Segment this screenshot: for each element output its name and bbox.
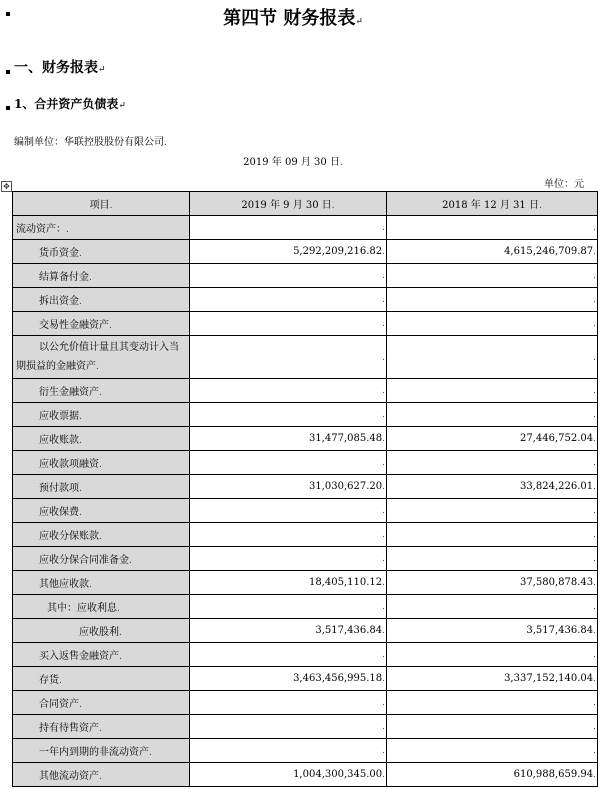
- cell-mark: .: [382, 352, 385, 363]
- cell-mark: .: [99, 532, 102, 542]
- value-2018: 27,446,752.04.: [387, 427, 598, 451]
- cell-mark: .: [382, 506, 385, 516]
- column-header-2018: 2018 年 12 月 31 日.: [387, 192, 598, 216]
- value-2018: [387, 403, 598, 427]
- cell-mark: .: [99, 724, 102, 734]
- row-label: 其他应收款.: [13, 571, 190, 595]
- table-row: [13, 379, 598, 403]
- cell-mark: .: [382, 674, 385, 684]
- paragraph-marker: [6, 106, 10, 110]
- value-2019: [190, 451, 387, 475]
- table-move-handle-icon[interactable]: ✥: [1, 181, 12, 192]
- cell-mark: .: [382, 746, 385, 756]
- value-2019: [190, 523, 387, 547]
- row-label: 存货.: [13, 667, 190, 691]
- paragraph-mark: ↵: [118, 101, 126, 111]
- value-2018: [387, 739, 598, 763]
- cell-mark: .: [593, 319, 596, 329]
- value-2019: [190, 336, 387, 379]
- paragraph-mark: ↵: [355, 17, 363, 27]
- value-2018: [387, 547, 598, 571]
- cell-mark: .: [149, 748, 152, 758]
- row-label: 合同资产.: [13, 691, 190, 715]
- row-label: 拆出资金.: [13, 288, 190, 312]
- cell-mark: .: [382, 626, 385, 636]
- column-header-2019: 2019 年 9 月 30 日.: [190, 192, 387, 216]
- value-2019: [190, 715, 387, 739]
- cell-mark: .: [593, 506, 596, 516]
- row-label: 结算备付金.: [13, 264, 190, 288]
- cell-mark: .: [382, 410, 385, 420]
- cell-mark: .: [119, 628, 122, 638]
- cell-mark: .: [593, 746, 596, 756]
- value-2019: [190, 288, 387, 312]
- row-label: 衍生金融资产.: [13, 379, 190, 403]
- value-2019: [190, 547, 387, 571]
- cell-mark: .: [89, 580, 92, 590]
- cell-mark: .: [382, 602, 385, 612]
- paragraph-mark: ↵: [98, 65, 106, 75]
- table-row: [13, 403, 598, 427]
- cell-mark: .: [99, 772, 102, 782]
- table-row: [13, 427, 598, 451]
- value-2019: 1,004,300,345.00.: [190, 763, 387, 787]
- cell-mark: .: [593, 386, 596, 396]
- value-2018: 4,615,246,709.87.: [387, 240, 598, 264]
- table-row: [13, 336, 598, 379]
- company-line: 编制单位：华联控股股份有限公司.: [14, 137, 167, 148]
- balance-sheet-table: [12, 191, 598, 787]
- row-label: 一年内到期的非流动资产.: [13, 739, 190, 763]
- table-row: [13, 264, 598, 288]
- table-row: [13, 595, 598, 619]
- table-row: [13, 312, 598, 336]
- row-label: 应收股利.: [13, 619, 190, 643]
- table-row: [13, 475, 598, 499]
- cell-mark: .: [382, 770, 385, 780]
- value-2018: 3,337,152,140.04.: [387, 667, 598, 691]
- table-row: [13, 763, 598, 787]
- cell-mark: .: [79, 412, 82, 422]
- cell-mark: .: [382, 554, 385, 564]
- cell-mark: .: [119, 652, 122, 662]
- value-2018: [387, 523, 598, 547]
- value-2018: [387, 715, 598, 739]
- cell-mark: .: [593, 626, 596, 636]
- table-row: [13, 288, 598, 312]
- table-row: [13, 643, 598, 667]
- cell-mark: .: [382, 722, 385, 732]
- cell-mark: .: [593, 223, 596, 233]
- value-2018: [387, 691, 598, 715]
- cell-mark: .: [593, 271, 596, 281]
- row-label: 应收保费.: [13, 499, 190, 523]
- table-row: [13, 739, 598, 763]
- value-2018: [387, 312, 598, 336]
- column-header-item: 项目.: [13, 192, 190, 216]
- value-2018: 610,988,659.94.: [387, 763, 598, 787]
- cell-mark: .: [79, 297, 82, 307]
- cell-mark: .: [593, 578, 596, 588]
- cell-mark: .: [593, 295, 596, 305]
- cell-mark: .: [593, 554, 596, 564]
- value-2018: [387, 451, 598, 475]
- cell-mark: .: [382, 319, 385, 329]
- cell-mark: .: [99, 388, 102, 398]
- value-2019: 3,517,436.84.: [190, 619, 387, 643]
- cell-mark: .: [164, 138, 167, 148]
- cell-mark: .: [382, 482, 385, 492]
- cell-mark: .: [382, 295, 385, 305]
- cell-mark: .: [593, 352, 596, 363]
- table-header-row: [13, 192, 598, 216]
- value-2019: 18,405,110.12.: [190, 571, 387, 595]
- cell-mark: .: [66, 225, 69, 235]
- cell-mark: .: [382, 578, 385, 588]
- table-row: [13, 240, 598, 264]
- cell-mark: .: [79, 249, 82, 259]
- value-2019: 5,292,209,216.82.: [190, 240, 387, 264]
- cell-mark: .: [593, 650, 596, 660]
- value-2018: [387, 643, 598, 667]
- table-row: [13, 715, 598, 739]
- row-label: 买入返售金融资产.: [13, 643, 190, 667]
- row-label: 应收分保账款.: [13, 523, 190, 547]
- cell-mark: .: [382, 386, 385, 396]
- value-2018: [387, 336, 598, 379]
- page-title: 第四节 财务报表↵: [223, 8, 363, 29]
- row-label: 流动资产：.: [13, 216, 190, 240]
- table-row: [13, 667, 598, 691]
- table-row: [13, 216, 598, 240]
- cell-mark: .: [382, 650, 385, 660]
- report-date: 2019 年 09 月 30 日.: [243, 157, 343, 168]
- value-2019: [190, 403, 387, 427]
- value-2018: [387, 379, 598, 403]
- cell-mark: .: [339, 158, 343, 168]
- value-2018: 33,824,226.01.: [387, 475, 598, 499]
- cell-mark: .: [593, 247, 596, 257]
- row-label: 货币资金.: [13, 240, 190, 264]
- value-2019: [190, 499, 387, 523]
- value-2019: [190, 312, 387, 336]
- value-2019: 31,030,627.20.: [190, 475, 387, 499]
- row-label: 其他流动资产.: [13, 763, 190, 787]
- table-row: [13, 547, 598, 571]
- value-2018: [387, 499, 598, 523]
- cell-mark: .: [593, 602, 596, 612]
- cell-mark: .: [129, 556, 132, 566]
- cell-mark: .: [382, 698, 385, 708]
- cell-mark: .: [382, 530, 385, 540]
- value-2018: 3,517,436.84.: [387, 619, 598, 643]
- section-heading: 一、财务报表↵: [14, 60, 106, 76]
- cell-mark: .: [382, 271, 385, 281]
- table-row: [13, 499, 598, 523]
- row-label: 预付款项.: [13, 475, 190, 499]
- value-2019: [190, 691, 387, 715]
- cell-mark: .: [109, 321, 112, 331]
- value-2019: [190, 379, 387, 403]
- value-2019: [190, 739, 387, 763]
- row-label: 交易性金融资产.: [13, 312, 190, 336]
- cell-mark: .: [593, 722, 596, 732]
- value-2019: 3,463,456,995.18.: [190, 667, 387, 691]
- unit-label: 单位：元: [544, 179, 584, 190]
- row-label: 应收账款.: [13, 427, 190, 451]
- paragraph-marker: [6, 70, 10, 74]
- row-label: 其中：应收利息.: [13, 595, 190, 619]
- cell-mark: .: [593, 458, 596, 468]
- value-2019: 31,477,085.48.: [190, 427, 387, 451]
- cell-mark: .: [593, 674, 596, 684]
- value-2019: [190, 643, 387, 667]
- cell-mark: .: [382, 223, 385, 233]
- cell-mark: .: [593, 410, 596, 420]
- cell-mark: .: [593, 530, 596, 540]
- value-2019: [190, 264, 387, 288]
- row-label: 应收款项融资.: [13, 451, 190, 475]
- subsection-heading: 1、合并资产负债表↵: [14, 97, 126, 111]
- value-2018: [387, 595, 598, 619]
- row-label: 持有待售资产.: [13, 715, 190, 739]
- cell-mark: .: [89, 273, 92, 283]
- table-row: [13, 571, 598, 595]
- table-row: [13, 451, 598, 475]
- value-2018: [387, 288, 598, 312]
- row-label: 应收票据.: [13, 403, 190, 427]
- cell-mark: .: [117, 604, 120, 614]
- table-row: [13, 523, 598, 547]
- row-label: 以公允价值计量且其变动计入当期损益的金融资产.: [13, 336, 190, 379]
- cell-mark: .: [382, 434, 385, 444]
- cell-mark: .: [593, 482, 596, 492]
- cell-mark: .: [382, 458, 385, 468]
- row-label: 应收分保合同准备金.: [13, 547, 190, 571]
- value-2018: 37,580,878.43.: [387, 571, 598, 595]
- value-2019: [190, 595, 387, 619]
- cell-mark: .: [96, 361, 99, 372]
- cell-mark: .: [382, 247, 385, 257]
- cell-mark: .: [59, 676, 62, 686]
- cell-mark: .: [79, 508, 82, 518]
- cell-mark: .: [99, 460, 102, 470]
- cell-mark: .: [593, 698, 596, 708]
- cell-mark: .: [79, 436, 82, 446]
- cell-mark: .: [593, 434, 596, 444]
- cell-mark: .: [79, 700, 82, 710]
- value-2019: [190, 216, 387, 240]
- table-row: [13, 691, 598, 715]
- cell-mark: .: [79, 484, 82, 494]
- value-2018: [387, 264, 598, 288]
- cell-mark: .: [593, 770, 596, 780]
- table-row: [13, 619, 598, 643]
- value-2018: [387, 216, 598, 240]
